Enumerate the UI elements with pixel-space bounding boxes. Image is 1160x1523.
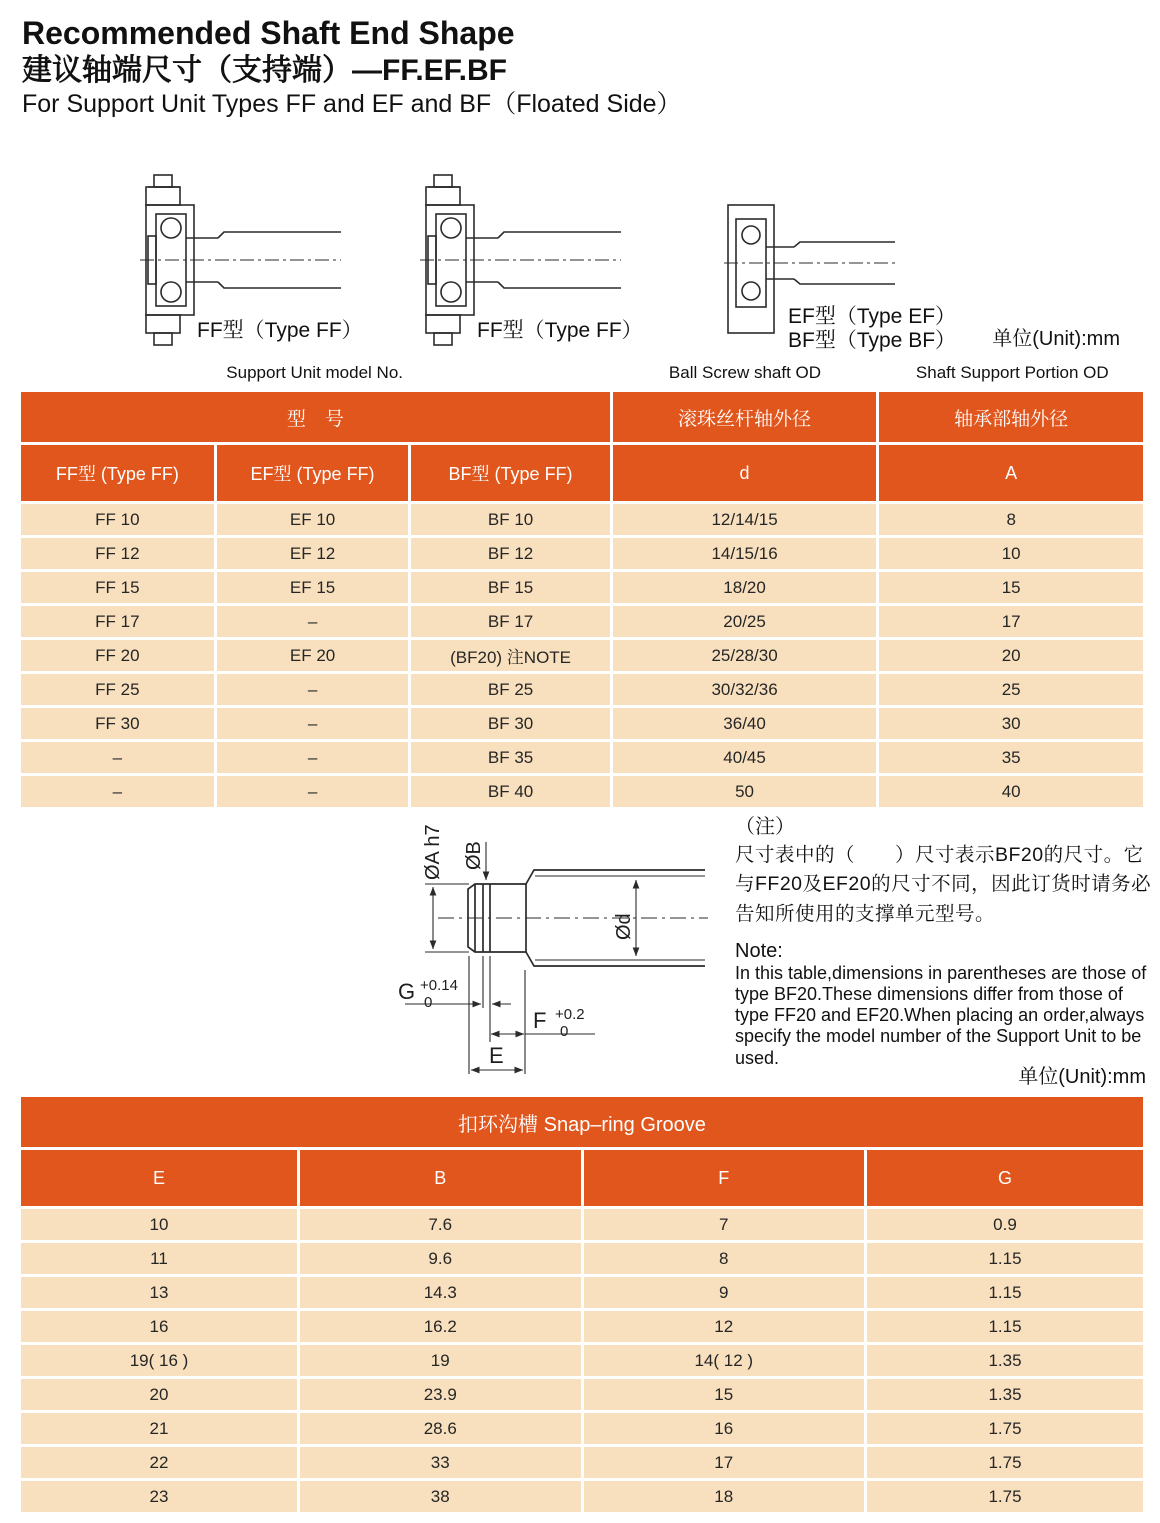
table1-group-headers <box>18 363 1146 383</box>
unit-label-top: 单位(Unit):mm <box>992 328 1120 350</box>
table-cell: 36/40 <box>611 707 878 741</box>
diagram-caption-bf: BF型（Type BF） <box>788 329 957 352</box>
table-cell: – <box>215 707 410 741</box>
table-cell: BF 25 <box>410 673 611 707</box>
table-cell: 7.6 <box>299 1208 583 1242</box>
table-row <box>20 741 1145 775</box>
table-cell: BF 30 <box>410 707 611 741</box>
table-cell: 28.6 <box>299 1412 583 1446</box>
group-header-model: Support Unit model No. <box>226 363 403 382</box>
table-cell: BF 17 <box>410 605 611 639</box>
dim-tol-g-bottom: 0 <box>424 994 433 1011</box>
table-cell: 35 <box>878 741 1145 775</box>
diagram-caption-ff2: FF型（Type FF） <box>477 319 643 342</box>
table-cell: 25 <box>878 673 1145 707</box>
table-cell: 18 <box>582 1480 866 1514</box>
table-cell: 1.15 <box>866 1242 1145 1276</box>
table-row <box>20 673 1145 707</box>
note-block <box>735 814 1159 1069</box>
table-cell: 1.75 <box>866 1412 1145 1446</box>
table-header-row <box>20 391 1145 444</box>
dim-label-e: E <box>489 1043 504 1068</box>
table-cell: FF 20 <box>20 639 216 673</box>
table-cell: 14/15/16 <box>611 537 878 571</box>
table-cell: – <box>215 605 410 639</box>
note-title-zh: （注） <box>735 816 795 838</box>
table-row <box>20 1378 1145 1412</box>
table-cell: 9.6 <box>299 1242 583 1276</box>
table-row <box>20 775 1145 809</box>
group-header-shaft-od: Ball Screw shaft OD <box>668 363 822 382</box>
table-title-row <box>20 1096 1145 1149</box>
table-cell: EF 12 <box>215 537 410 571</box>
table-cell: 13 <box>20 1276 299 1310</box>
table-cell: 1.75 <box>866 1480 1145 1514</box>
table-cell: 16.2 <box>299 1310 583 1344</box>
table-cell: 1.75 <box>866 1446 1145 1480</box>
table-cell: BF 15 <box>410 571 611 605</box>
note-title-en: Note: <box>735 939 783 962</box>
table-header-row <box>20 1149 1145 1208</box>
dim-label-a: ØA h7 <box>422 824 444 880</box>
table-row <box>20 1480 1145 1514</box>
table-cell: 16 <box>582 1412 866 1446</box>
table-cell: 20 <box>878 639 1145 673</box>
table-cell: 18/20 <box>611 571 878 605</box>
table-cell: BF 12 <box>410 537 611 571</box>
header-cell: B <box>299 1149 583 1208</box>
header-cell: EF型 (Type FF) <box>215 444 410 503</box>
dim-label-f: F <box>533 1008 547 1033</box>
table-cell: BF 35 <box>410 741 611 775</box>
header-cell: FF型 (Type FF) <box>20 444 216 503</box>
table-header-row <box>20 444 1145 503</box>
table-cell: EF 10 <box>215 503 410 537</box>
table-cell: 20/25 <box>611 605 878 639</box>
table-cell: BF 40 <box>410 775 611 809</box>
table-row <box>20 1242 1145 1276</box>
table-cell: BF 10 <box>410 503 611 537</box>
table-cell: 12/14/15 <box>611 503 878 537</box>
table-row <box>20 605 1145 639</box>
table-row <box>20 503 1145 537</box>
table-cell: – <box>215 775 410 809</box>
header-cell: 型 号 <box>20 391 612 444</box>
table-row <box>20 707 1145 741</box>
table-cell: 0.9 <box>866 1208 1145 1242</box>
table-cell: FF 12 <box>20 537 216 571</box>
table-cell: 10 <box>20 1208 299 1242</box>
table-cell: – <box>20 775 216 809</box>
dim-tol-f-bottom: 0 <box>560 1023 569 1040</box>
header-cell: BF型 (Type FF) <box>410 444 611 503</box>
header-cell: E <box>20 1149 299 1208</box>
table-cell: 30 <box>878 707 1145 741</box>
table-cell: – <box>215 741 410 775</box>
diagram-caption-ff1: FF型（Type FF） <box>197 319 363 342</box>
table-row <box>20 1310 1145 1344</box>
model-table <box>18 389 1146 810</box>
table-cell: 25/28/30 <box>611 639 878 673</box>
dim-label-g: G <box>398 979 416 1004</box>
page-subtitle: For Support Unit Types FF and EF and BF（Floated Side） <box>22 90 682 119</box>
table-cell: 22 <box>20 1446 299 1480</box>
table-cell: 21 <box>20 1412 299 1446</box>
table-cell: 1.35 <box>866 1344 1145 1378</box>
table-row <box>20 1412 1145 1446</box>
table-row <box>20 571 1145 605</box>
table-cell: 14.3 <box>299 1276 583 1310</box>
header-cell: A <box>878 444 1145 503</box>
diagram-caption-ef: EF型（Type EF） <box>788 305 957 328</box>
table-cell: 40/45 <box>611 741 878 775</box>
table-cell: FF 17 <box>20 605 216 639</box>
groove-table <box>18 1094 1146 1515</box>
table-cell: 12 <box>582 1310 866 1344</box>
header-cell: 滚珠丝杆轴外径 <box>611 391 878 444</box>
table-cell: 1.15 <box>866 1310 1145 1344</box>
table-cell: 19( 16 ) <box>20 1344 299 1378</box>
table-cell: FF 25 <box>20 673 216 707</box>
page-title: Recommended Shaft End Shape <box>22 15 515 51</box>
header-cell: G <box>866 1149 1145 1208</box>
table-cell: 10 <box>878 537 1145 571</box>
table-cell: 14( 12 ) <box>582 1344 866 1378</box>
table-cell: 1.35 <box>866 1378 1145 1412</box>
page-header <box>22 16 682 119</box>
table-cell: 7 <box>582 1208 866 1242</box>
table-cell: 23.9 <box>299 1378 583 1412</box>
table-cell: 20 <box>20 1378 299 1412</box>
table-cell: 33 <box>299 1446 583 1480</box>
table-cell: 38 <box>299 1480 583 1514</box>
table-cell: 1.15 <box>866 1276 1145 1310</box>
unit-label-bottom: 单位(Unit):mm <box>1018 1066 1146 1088</box>
note-body-en: In this table,dimensions in parentheses are those of type BF20.These dimensions differ from those of type FF20 and EF20.When placing an order,always specify the model number of the Support Unit to be used. <box>735 962 1147 1068</box>
table-row <box>20 1446 1145 1480</box>
table-row <box>20 537 1145 571</box>
table-cell: – <box>215 673 410 707</box>
shaft-end-drawing <box>383 812 741 1095</box>
table-cell: 30/32/36 <box>611 673 878 707</box>
group-header-support-od: Shaft Support Portion OD <box>915 363 1109 382</box>
dim-label-b: ØB <box>463 841 485 870</box>
shaft-end-drawing-icon <box>383 812 741 1090</box>
table-cell: EF 20 <box>215 639 410 673</box>
groove-table-body <box>20 1208 1145 1514</box>
page-title-zh: 建议轴端尺寸（支持端）—FF.EF.BF <box>22 53 507 87</box>
dim-label-d: Ød <box>613 913 635 940</box>
table-row <box>20 1344 1145 1378</box>
table-cell: 50 <box>611 775 878 809</box>
groove-table-title: 扣环沟槽 Snap–ring Groove <box>20 1096 1145 1149</box>
table-cell: 17 <box>878 605 1145 639</box>
table-cell: 9 <box>582 1276 866 1310</box>
table-cell: 15 <box>582 1378 866 1412</box>
header-cell: d <box>611 444 878 503</box>
header-cell: 轴承部轴外径 <box>878 391 1145 444</box>
table-cell: FF 10 <box>20 503 216 537</box>
table-cell: 17 <box>582 1446 866 1480</box>
note-body-zh: 尺寸表中的（ ）尺寸表示BF20的尺寸。它与FF20及EF20的尺寸不同，因此订货时请务必告知所使用的支撑单元型号。 <box>735 844 1152 925</box>
table-cell: (BF20) 注NOTE <box>410 639 611 673</box>
table-cell: FF 15 <box>20 571 216 605</box>
model-table-body <box>20 503 1145 809</box>
table-cell: – <box>20 741 216 775</box>
table-row <box>20 1276 1145 1310</box>
header-cell: F <box>582 1149 866 1208</box>
table-row <box>20 639 1145 673</box>
table-row <box>20 1208 1145 1242</box>
table-cell: EF 15 <box>215 571 410 605</box>
dim-tol-g-top: +0.14 <box>420 977 458 994</box>
table-cell: 8 <box>878 503 1145 537</box>
table-cell: FF 30 <box>20 707 216 741</box>
table-cell: 16 <box>20 1310 299 1344</box>
table-cell: 11 <box>20 1242 299 1276</box>
table-cell: 8 <box>582 1242 866 1276</box>
table-cell: 19 <box>299 1344 583 1378</box>
table-cell: 23 <box>20 1480 299 1514</box>
table-cell: 40 <box>878 775 1145 809</box>
table-cell: 15 <box>878 571 1145 605</box>
dim-tol-f-top: +0.2 <box>555 1006 585 1023</box>
